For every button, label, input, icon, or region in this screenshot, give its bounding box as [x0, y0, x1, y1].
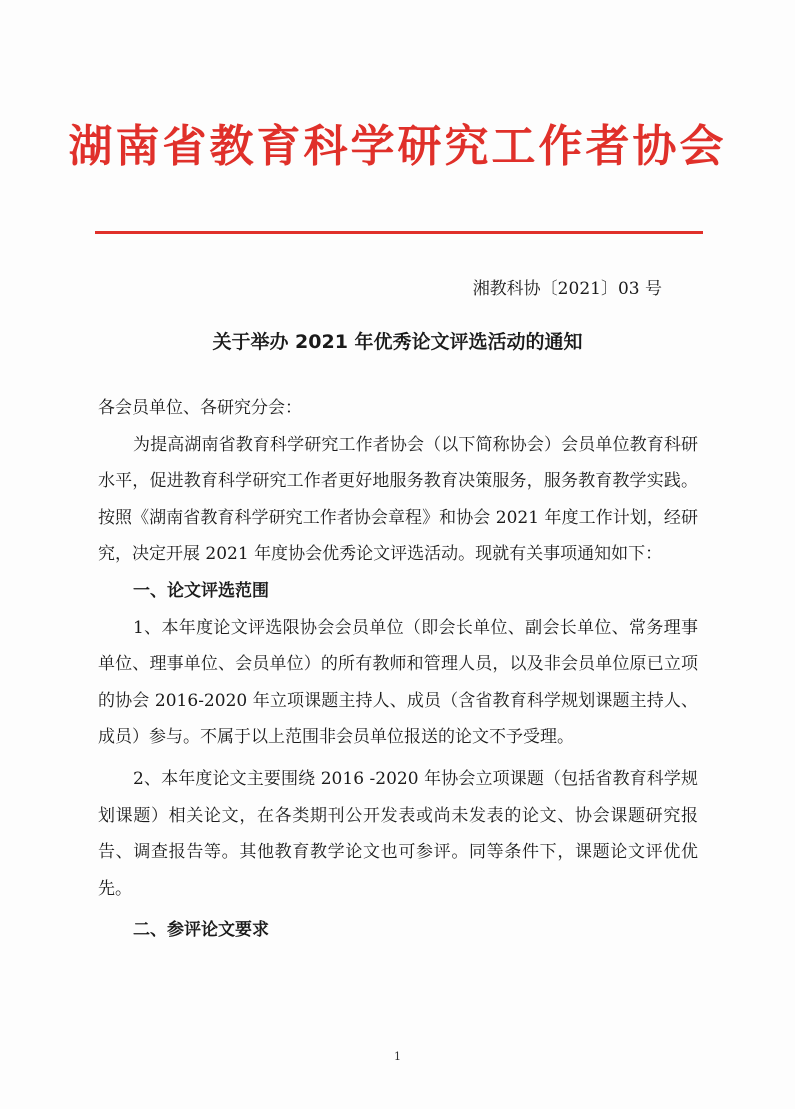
scope-paragraph-2: 2、本年度论文主要围绕 2016 -2020 年协会立项课题（包括省教育科学规划课题）相关论文，在各类期刊公开发表或尚未发表的论文、协会课题研究报告、调查报告等。其他教育教学论文也可参评。同等条件下，课题论文评优优先。 [98, 768, 698, 899]
organization-header-title: 湖南省教育科学研究工作者协会 [68, 121, 727, 172]
document-body [98, 390, 698, 949]
document-title: 关于举办 2021 年优秀论文评选活动的通知 [212, 331, 583, 353]
section-heading-requirements: 二、参评论文要求 [133, 920, 269, 941]
salutation: 各会员单位、各研究分会： [98, 398, 302, 418]
intro-paragraph: 为提高湖南省教育科学研究工作者协会（以下简称协会）会员单位教育科研水平，促进教育科学研究工作者更好地服务教育决策服务，服务教育教学实践。按照《湖南省教育科学研究工作者协会章程》和协会 2021 年度工作计划，经研究，决定开展 2021 年度协会优秀论文评选活动。现就有关事项通知如下： [98, 434, 698, 565]
document-number: 湘教科协〔2021〕03 号 [472, 279, 662, 299]
header-red-rule [95, 231, 703, 234]
scope-paragraph-1: 1、本年度论文评选限协会会员单位（即会长单位、副会长单位、常务理事单位、理事单位、会员单位）的所有教师和管理人员，以及非会员单位原已立项的协会 2016-2020 年立项课题主持人、成员（含省教育科学规划课题主持人、成员）参与。不属于以上范围非会员单位报送的论文不予受理。 [98, 617, 698, 748]
page-number: 1 [394, 1050, 401, 1063]
section-heading-scope: 一、论文评选范围 [133, 580, 269, 601]
